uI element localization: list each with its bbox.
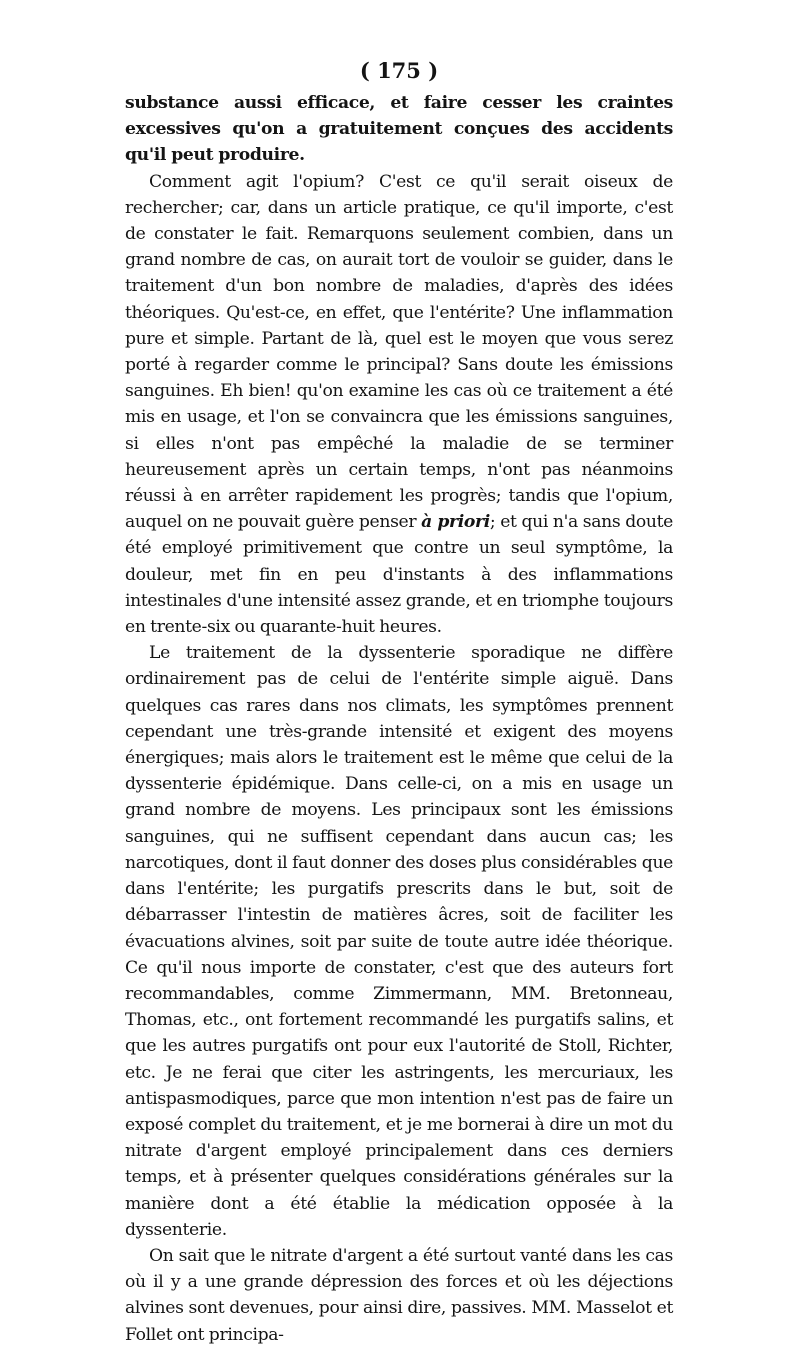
paragraph-text: Comment agit l'opium? C'est ce qu'il serait oiseux de rechercher; car, dans un article pratique, ce qu'il importe, c'est de constater le fait. Remarquons seulement combien, dans un grand nombre de cas, on aurait tort de vouloir se guider, dans le traitement d'un bon nombre de maladies, d'après des idées théoriques. Qu'est-ce, en effet, que l'entérite? Une inflammation pure et simple. Partant de là, quel est le moyen que vous serez porté à regarder comme le principal? Sans doute les émissions sanguines. Eh bien! qu'on examine les cas où ce traitement a été mis en usage, et l'on se convaincra que les émissions sanguines, si elles n'ont pas empêché la maladie de se terminer heureusement après un certain temps, n'ont pas néanmoins réussi à en arrêter rapidement les progrès; tandis que l'opium, auquel on ne pouvait guère penser [125, 171, 673, 533]
paragraph-text-after: ; et qui n'a sans doute été employé primitivement que contre un seul symptôme, la douleur, met fin en peu d'instants à des inflammations intestinales d'une intensité assez grande, et en triomphe toujours en trente-six ou quarante-huit heures. [125, 512, 673, 638]
paragraph-nitrate-argent: On sait que le nitrate d'argent a été surtout vanté dans les cas où il y a une grande dépression des forces et où les déjections alvines sont devenues, pour ainsi dire, passives. MM. Masselot et Follet ont principa- [125, 1245, 673, 1345]
document-page [125, 56, 673, 1348]
italic-phrase: à priori [421, 512, 490, 533]
paragraph-continuation: substance aussi efficace, et faire cesser les craintes excessives qu'on a gratuitement conçues des accidents qu'il peut produire. [125, 93, 673, 166]
paragraph-comment-agit [125, 169, 673, 641]
paragraph-traitement-dyssenterie: Le traitement de la dyssenterie sporadique ne diffère ordinairement pas de celui de l'entérite simple aiguë. Dans quelques cas rares dans nos climats, les symptômes prennent cependant une très-grande intensité et exigent des moyens énergiques; mais alors le traitement est le même que celui de la dyssenterie épidémique. Dans celle-ci, on a mis en usage un grand nombre de moyens. Les principaux sont les émissions sanguines, qui ne suffisent cependant dans aucun cas; les narcotiques, dont il faut donner des doses plus considérables que dans l'entérite; les purgatifs prescrits dans le but, soit de débarrasser l'intestin de matières âcres, soit de faciliter les évacuations alvines, soit par suite de toute autre idée théorique. Ce qu'il nous importe de constater, c'est que des auteurs fort recommandables, comme Zimmermann, MM. Bretonneau, Thomas, etc., ont fortement recommandé les purgatifs salins, et que les autres purgatifs ont pour eux l'autorité de Stoll, Richter, etc. Je ne ferai que citer les astringents, les mercuriaux, les antispasmodiques, parce que mon intention n'est pas de faire un exposé complet du traitement, et je me bornerai à dire un mot du nitrate d'argent employé principalement dans ces derniers temps, et à présenter quelques considérations générales sur la manière dont a été établie la médication opposée à la dyssenterie. [125, 643, 673, 1240]
body-text [125, 90, 673, 1348]
page-number: ( 175 ) [359, 58, 439, 83]
